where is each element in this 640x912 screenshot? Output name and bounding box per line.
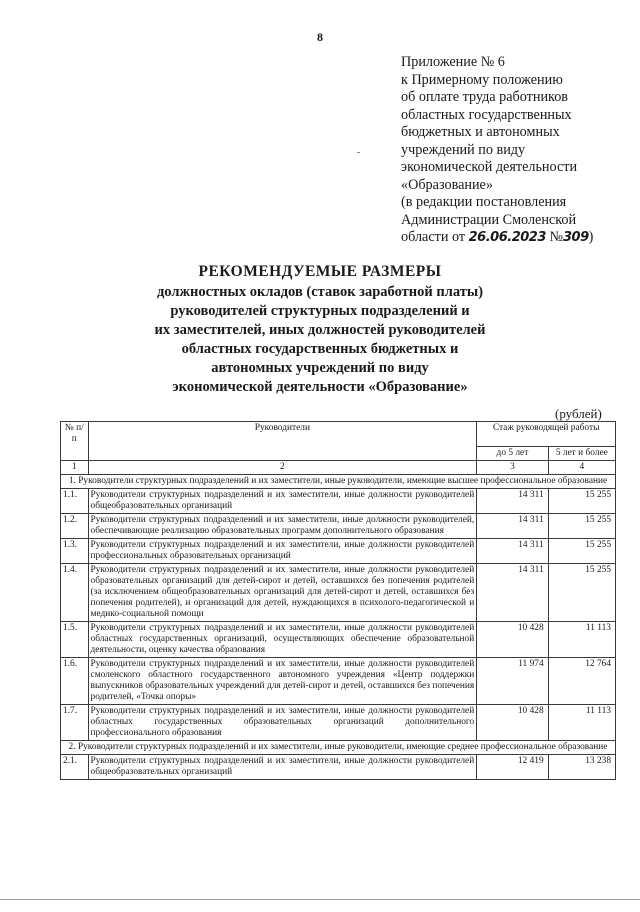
appendix-last-line xyxy=(401,229,633,247)
salary-over-5: 11 113 xyxy=(548,622,615,658)
header-over-5: 5 лет и более xyxy=(548,447,615,461)
page-number: 8 xyxy=(317,30,323,44)
document-title: РЕКОМЕНДУЕМЫЕ РАЗМЕРЫ xyxy=(198,263,442,280)
appendix-line: областных государственных xyxy=(401,106,572,123)
appendix-line: Администрации Смоленской xyxy=(401,211,577,228)
salary-up-to-5: 14 311 xyxy=(477,514,548,539)
col-number: 3 xyxy=(477,461,548,475)
table-row xyxy=(61,622,616,658)
col-number: 1 xyxy=(61,461,89,475)
salary-up-to-5: 10 428 xyxy=(477,622,548,658)
subtitle-line: экономической деятельности «Образование» xyxy=(172,379,468,395)
salary-over-5: 15 255 xyxy=(548,564,615,622)
row-number: 1.1. xyxy=(61,489,89,514)
row-description: Руководители структурных подразделений и их заместители, иные должности руководителей профессиональных образовательных организаций xyxy=(88,539,477,564)
table-row xyxy=(61,658,616,705)
appendix-line: к Примерному положению xyxy=(401,71,563,88)
appendix-line: Приложение № 6 xyxy=(401,54,505,70)
section-row xyxy=(61,475,616,489)
column-numbers-row xyxy=(61,461,616,475)
row-description: Руководители структурных подразделений и их заместители, иные должности руководителей областных государственных образовательных организаций дополнительного профессионального образования xyxy=(88,705,477,741)
table-row xyxy=(61,564,616,622)
row-number: 1.6. xyxy=(61,658,89,705)
subtitle-line: руководителей структурных подразделений и xyxy=(170,303,470,319)
table-header-row xyxy=(61,422,616,447)
table-row xyxy=(61,539,616,564)
number-sign: № xyxy=(549,229,563,245)
closing-paren: ) xyxy=(588,229,594,245)
table-row xyxy=(61,514,616,539)
header-experience: Стаж руководящей работы xyxy=(477,422,616,447)
header-leaders: Руководители xyxy=(88,422,477,461)
subtitle-line: их заместителей, иных должностей руководителей xyxy=(154,322,486,338)
appendix-block xyxy=(401,54,633,247)
row-description: Руководители структурных подразделений и их заместители, иные должности руководителей областных государственных организаций, осуществляющих обеспечение образовательной деятельности, оценку качества образования xyxy=(88,622,477,658)
section-row xyxy=(61,741,616,755)
col-number: 2 xyxy=(88,461,477,475)
salary-over-5: 15 255 xyxy=(548,489,615,514)
currency-units: (рублей) xyxy=(555,406,602,421)
appendix-line: «Образование» xyxy=(401,176,493,193)
appendix-last-prefix: области от xyxy=(401,229,466,245)
handwritten-number: 309 xyxy=(562,230,589,245)
section-heading: 1. Руководители структурных подразделений и их заместители, иные руководители, имеющие высшее профессиональное образование xyxy=(61,475,616,489)
page-edge-line xyxy=(0,899,640,900)
row-description: Руководители структурных подразделений и их заместители, иные должности руководителей общеобразовательных организаций xyxy=(88,489,477,514)
header-num: № п/п xyxy=(61,422,89,461)
appendix-line: экономической деятельности xyxy=(401,159,578,175)
salary-up-to-5: 14 311 xyxy=(477,489,548,514)
salary-up-to-5: 14 311 xyxy=(477,539,548,564)
row-description: Руководители структурных подразделений и их заместители, иные должности руководителей общеобразовательных организаций xyxy=(88,755,477,780)
row-description: Руководители структурных подразделений и их заместители, иные должности руководителей, обеспечивающие реализацию образовательных программ дополнительного образования xyxy=(88,514,477,539)
appendix-line: (в редакции постановления xyxy=(401,194,567,210)
appendix-line: учреждений по виду xyxy=(401,141,526,158)
row-description: Руководители структурных подразделений и их заместители, иные должности руководителей образовательных организаций для детей-сирот и детей, оставшихся без попечения родителей (за исключением общеобразовательных организаций для детей-сирот и детей, оставшихся без попечения родителей), и организаций для детей, нуждающихся в психолого-педагогической и медико-социальной помощи xyxy=(88,564,477,622)
salary-over-5: 12 764 xyxy=(548,658,615,705)
salary-up-to-5: 14 311 xyxy=(477,564,548,622)
salary-over-5: 11 113 xyxy=(548,705,615,741)
salary-over-5: 15 255 xyxy=(548,514,615,539)
header-up-to-5: до 5 лет xyxy=(477,447,548,461)
appendix-line: об оплате труда работников xyxy=(401,89,569,105)
row-number: 1.7. xyxy=(61,705,89,741)
col-number: 4 xyxy=(548,461,615,475)
subtitle-line: областных государственных бюджетных и xyxy=(181,341,459,357)
row-number: 1.5. xyxy=(61,622,89,658)
row-number: 1.4. xyxy=(61,564,89,622)
row-number: 1.3. xyxy=(61,539,89,564)
row-number: 2.1. xyxy=(61,755,89,780)
subtitle-line: должностных окладов (ставок заработной платы) xyxy=(156,284,484,300)
stray-mark xyxy=(357,152,360,153)
section-heading: 2. Руководители структурных подразделений и их заместители, иные руководители, имеющие среднее профессиональное образование xyxy=(61,741,616,755)
salary-up-to-5: 10 428 xyxy=(477,705,548,741)
table-row xyxy=(61,489,616,514)
document-subtitle xyxy=(0,283,640,397)
salary-table xyxy=(60,421,616,780)
row-number: 1.2. xyxy=(61,514,89,539)
handwritten-date: 26.06.2023 xyxy=(468,230,546,245)
subtitle-line: автономных учреждений по виду xyxy=(211,360,429,376)
appendix-line: бюджетных и автономных xyxy=(401,124,560,140)
salary-over-5: 15 255 xyxy=(548,539,615,564)
table-row xyxy=(61,755,616,780)
salary-up-to-5: 12 419 xyxy=(477,755,548,780)
row-description: Руководители структурных подразделений и их заместители, иные должности руководителей смоленского областного государственного автономного учреждения «Центр поддержки выпускников образовательных учреждений для детей-сирот и детей, оставшихся без попечения родителей, «Точка опоры» xyxy=(88,658,477,705)
salary-over-5: 13 238 xyxy=(548,755,615,780)
table-row xyxy=(61,705,616,741)
salary-up-to-5: 11 974 xyxy=(477,658,548,705)
